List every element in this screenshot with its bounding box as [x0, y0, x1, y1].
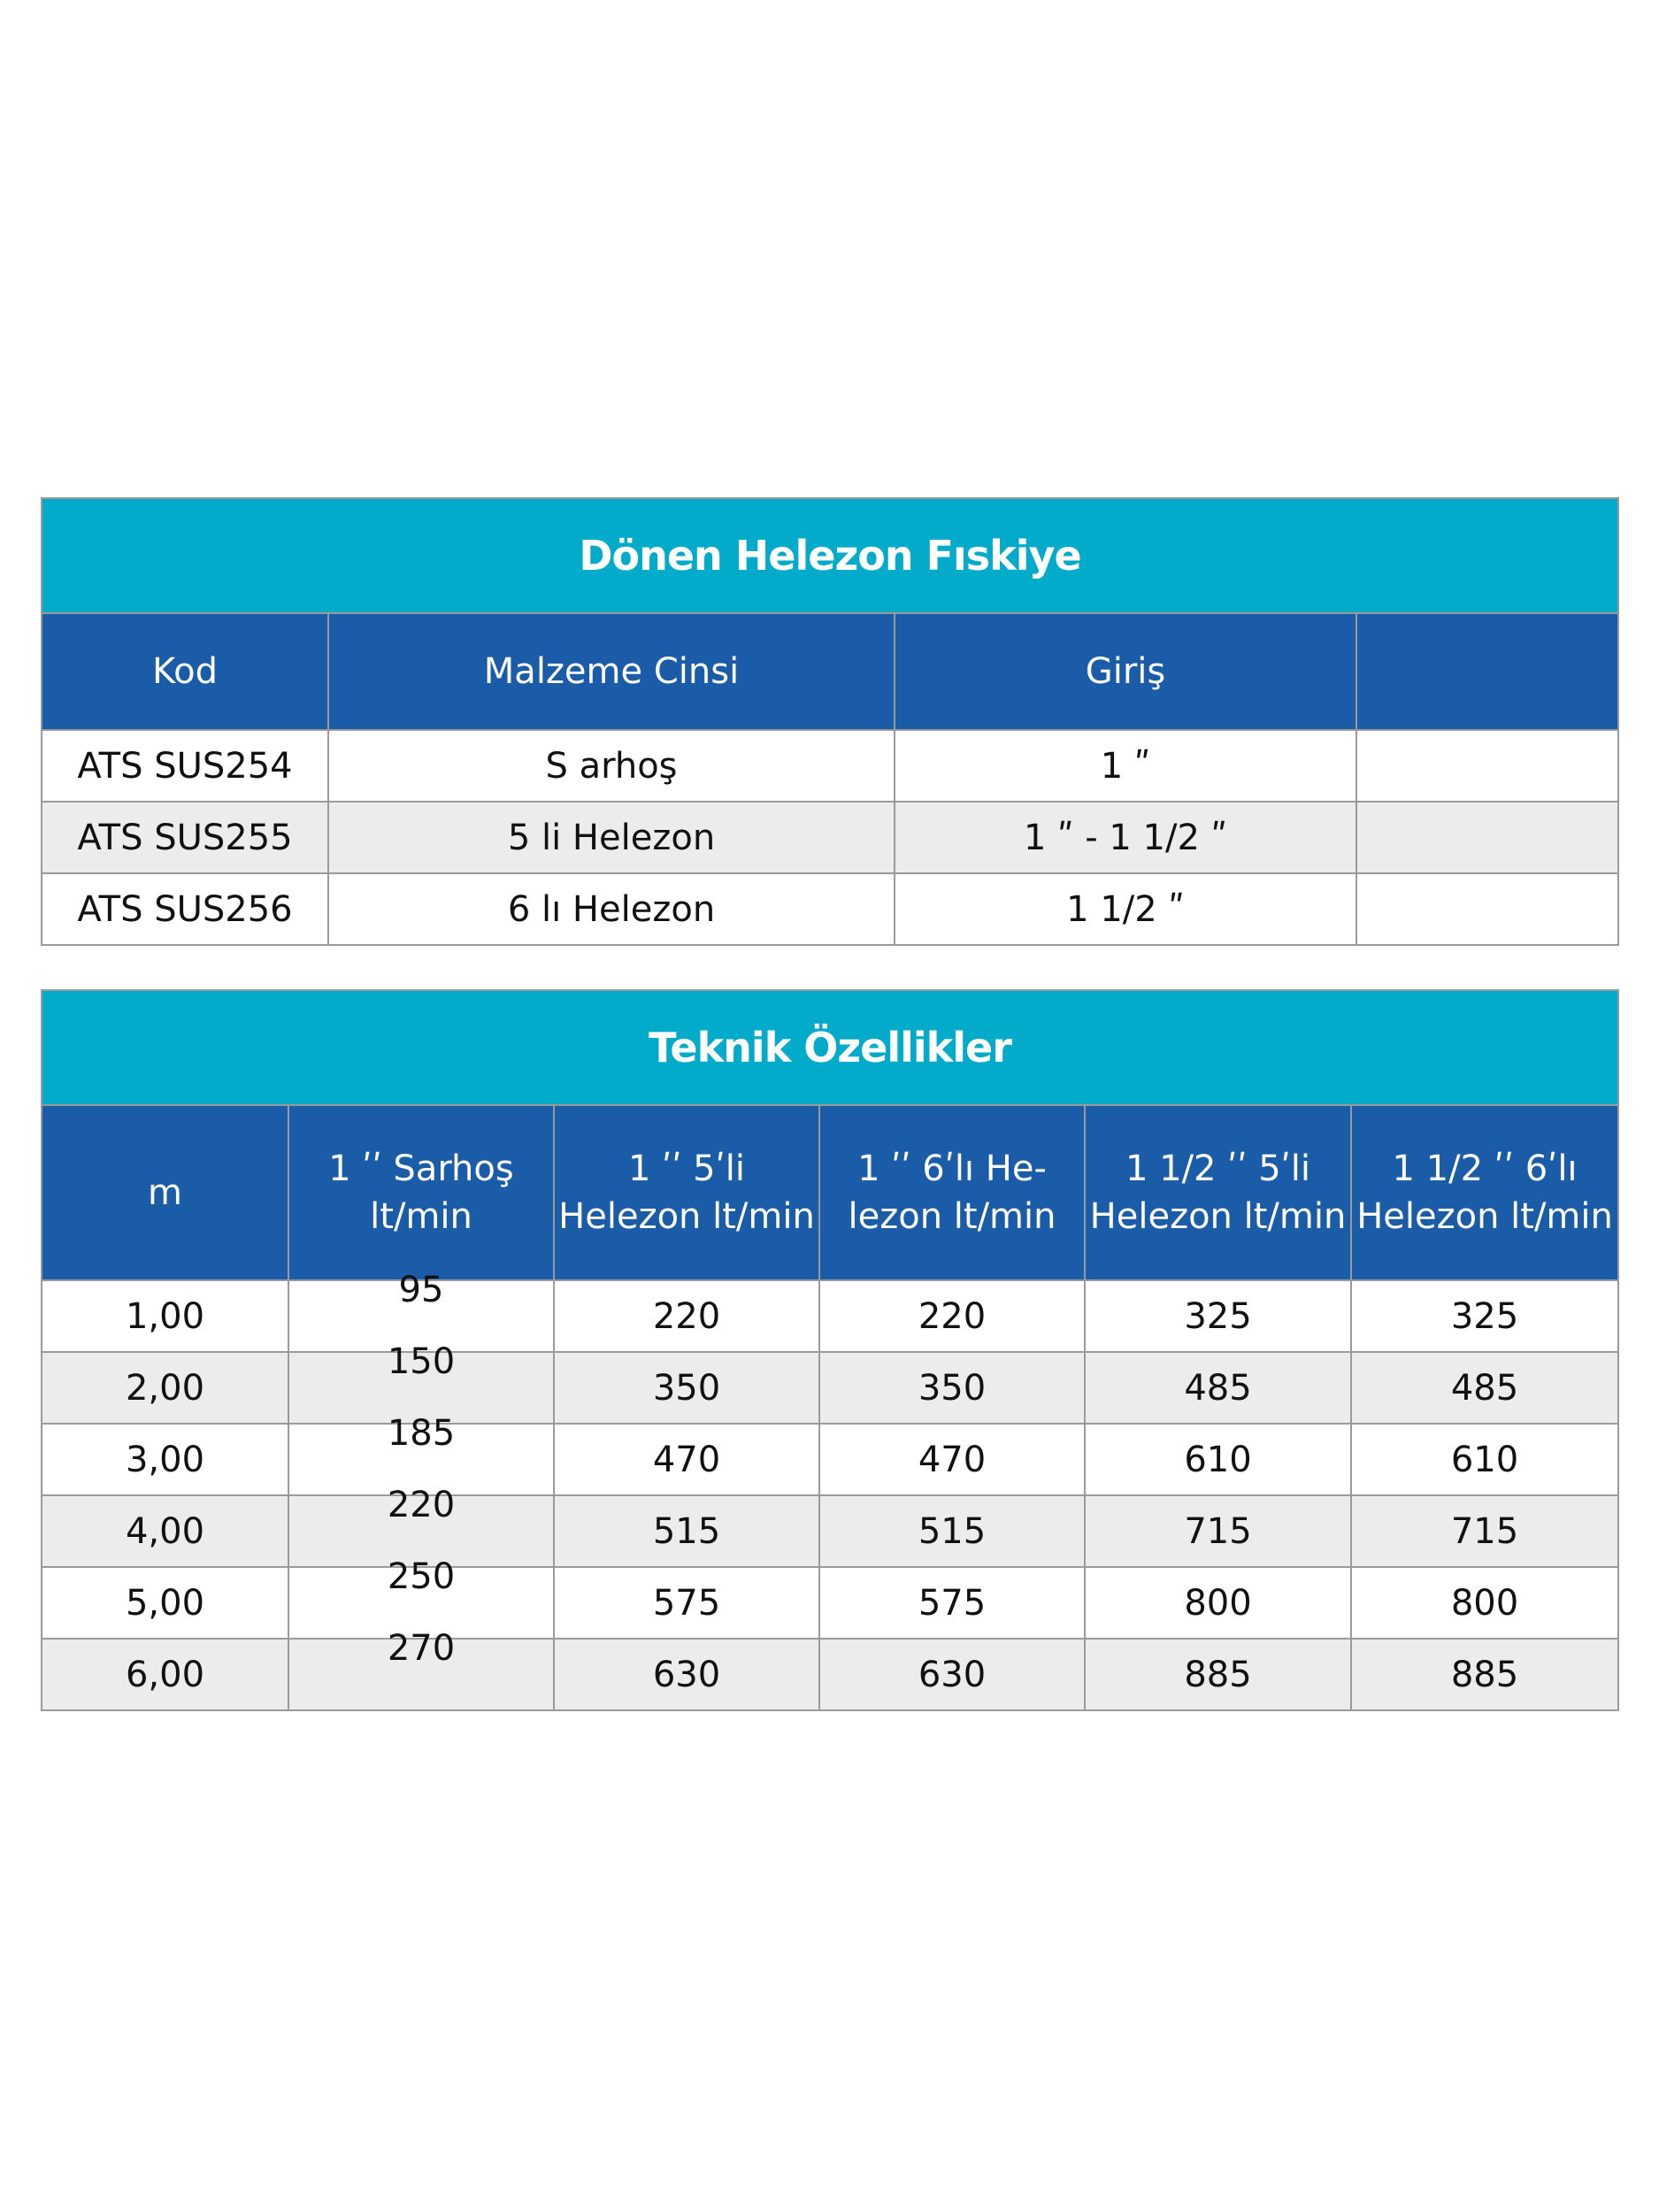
- cell: 1 ʺ - 1 1/2 ʺ: [895, 802, 1356, 873]
- specs-table-header: [42, 1105, 1618, 1280]
- cell: ATS SUS255: [42, 802, 328, 873]
- cell: 470: [554, 1424, 819, 1495]
- cell: [1356, 730, 1618, 802]
- header-empty: [1356, 613, 1618, 730]
- table-row: [42, 1280, 1618, 1352]
- header-sarhos: 1 ʹʹ Sarhoş lt/min: [288, 1105, 554, 1280]
- cell: 325: [1085, 1280, 1351, 1352]
- cell-value: 270: [387, 1627, 456, 1669]
- cell: 630: [819, 1639, 1085, 1710]
- cell-value: 150: [387, 1340, 456, 1382]
- cell: 1 1/2 ʺ: [895, 873, 1356, 945]
- cell: 6 lı Helezon: [328, 873, 895, 945]
- cell: 5,00: [42, 1567, 288, 1639]
- header-malzeme: Malzeme Cinsi: [328, 613, 895, 730]
- header-112-5li: 1 1/2 ʹʹ 5ʹli Helezon lt/min: [1085, 1105, 1351, 1280]
- table-row: [42, 1424, 1618, 1495]
- header-m: m: [42, 1105, 288, 1280]
- header-1-5li: 1 ʹʹ 5ʹli Helezon lt/min: [554, 1105, 819, 1280]
- cell: [288, 1627, 554, 1710]
- cell: 470: [819, 1424, 1085, 1495]
- cell: 575: [554, 1567, 819, 1639]
- cell-value: 95: [398, 1269, 444, 1310]
- cell: 485: [1351, 1352, 1618, 1424]
- cell: ATS SUS254: [42, 730, 328, 802]
- cell: 1 ʺ: [895, 730, 1356, 802]
- cell: 2,00: [42, 1352, 288, 1424]
- cell: 6,00: [42, 1639, 288, 1710]
- table-row: [42, 1495, 1618, 1567]
- table-row: [42, 873, 1618, 945]
- table-row: [42, 730, 1618, 802]
- cell: 485: [1085, 1352, 1351, 1424]
- cell: 325: [1351, 1280, 1618, 1352]
- cell: 515: [819, 1495, 1085, 1567]
- cell-value: 250: [387, 1555, 456, 1597]
- cell: 515: [554, 1495, 819, 1567]
- specs-table: [41, 989, 1619, 1711]
- cell: 3,00: [42, 1424, 288, 1495]
- cell: 4,00: [42, 1495, 288, 1567]
- table-row: [42, 1567, 1618, 1639]
- header-1-6li: 1 ʹʹ 6ʹlı He-lezon lt/min: [819, 1105, 1085, 1280]
- table-row: [42, 802, 1618, 873]
- cell: 350: [819, 1352, 1085, 1424]
- cell: 715: [1351, 1495, 1618, 1567]
- cell-value: 220: [387, 1484, 456, 1525]
- cell: 885: [1351, 1639, 1618, 1710]
- cell: 610: [1351, 1424, 1618, 1495]
- cell: 800: [1085, 1567, 1351, 1639]
- cell: 885: [1085, 1639, 1351, 1710]
- cell: [1356, 873, 1618, 945]
- cell: 5 li Helezon: [328, 802, 895, 873]
- header-112-6li: 1 1/2 ʹʹ 6ʹlı Helezon lt/min: [1351, 1105, 1618, 1280]
- cell: 1,00: [42, 1280, 288, 1352]
- cell: S arhoş: [328, 730, 895, 802]
- cell: 630: [554, 1639, 819, 1710]
- cell: 715: [1085, 1495, 1351, 1567]
- cell-value: 185: [387, 1412, 456, 1454]
- cell: 610: [1085, 1424, 1351, 1495]
- cell: 350: [554, 1352, 819, 1424]
- product-table-header: [42, 613, 1618, 730]
- cell: 220: [819, 1280, 1085, 1352]
- cell: 220: [554, 1280, 819, 1352]
- cell: [1356, 802, 1618, 873]
- table-row: [42, 1352, 1618, 1424]
- cell: ATS SUS256: [42, 873, 328, 945]
- product-table-title: Dönen Helezon Fıskiye: [42, 498, 1618, 613]
- specs-table-body: [42, 1269, 1618, 1710]
- cell: 800: [1351, 1567, 1618, 1639]
- table-row: [42, 1639, 1618, 1710]
- cell: 575: [819, 1567, 1085, 1639]
- header-giris: Giriş: [895, 613, 1356, 730]
- product-table: [41, 497, 1619, 946]
- specs-table-title: Teknik Özellikler: [42, 990, 1618, 1105]
- header-kod: Kod: [42, 613, 328, 730]
